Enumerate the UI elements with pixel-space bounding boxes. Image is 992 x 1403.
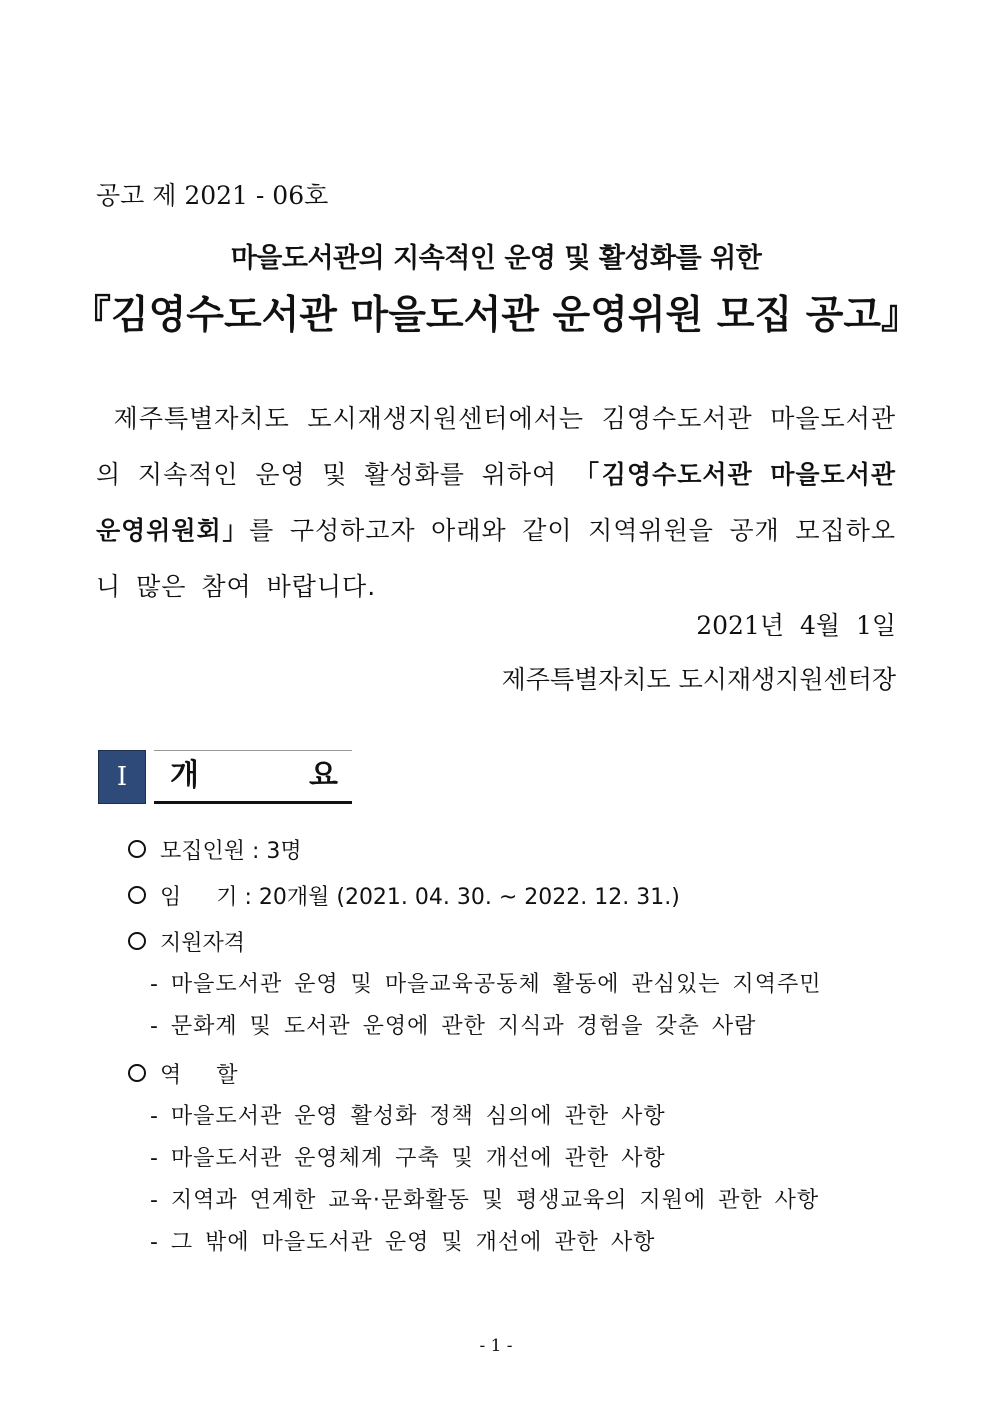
circle-bullet-icon [128, 886, 146, 904]
role-text: 역 할 [160, 1062, 238, 1088]
role-sub-item: - 마을도서관 운영체계 구축 및 개선에 관한 사항 [150, 1146, 666, 1171]
body-part-2: 를 구성하고자 아래와 같이 지역위원을 공개 모집하오니 많은 참여 바랍니다. [96, 516, 896, 601]
list-item-term [128, 872, 918, 918]
role-sub-item: - 지역과 연계한 교육·문화활동 및 평생교육의 지원에 관한 사항 [150, 1188, 820, 1213]
body-part-1: 제주특별자치도 도시재생지원센터에서는 김영수도서관 마을도서관의 지속적인 운영 및 활성화를 위하여 [96, 404, 896, 489]
section-header [98, 750, 358, 804]
qualification-text: 지원자격 [160, 930, 246, 956]
qualification-sub-item: - 문화계 및 도서관 운영에 관한 지식과 경험을 갖춘 사람 [150, 1014, 757, 1039]
qualification-sub-item: - 마을도서관 운영 및 마을교육공동체 활동에 관심있는 지역주민 [150, 972, 822, 997]
circle-bullet-icon [128, 932, 146, 950]
document-subtitle: 마을도서관의 지속적인 운영 및 활성화를 위한 [230, 243, 762, 274]
list-item-qualification [128, 918, 918, 964]
notice-number: 공고 제 2021 - 06호 [96, 181, 329, 210]
role-sub-item: - 그 밖에 마을도서관 운영 및 개선에 관한 사항 [150, 1230, 656, 1255]
circle-bullet-icon [128, 1064, 146, 1082]
list-item-recruit [128, 826, 918, 872]
announcement-date: 2021년 4월 1일 [696, 611, 896, 640]
section-number: Ⅰ [98, 750, 146, 804]
page-number: - 1 - [479, 1336, 513, 1356]
issuing-organization: 제주특별자치도 도시재생지원센터장 [501, 665, 896, 694]
announcement-body [96, 391, 896, 615]
recruit-text: 모집인원 : 3명 [160, 838, 302, 864]
overview-list [128, 826, 918, 1264]
term-text: 임 기 : 20개월 (2021. 04. 30. ~ 2022. 12. 31.) [160, 884, 680, 910]
circle-bullet-icon [128, 840, 146, 858]
document-title: 『김영수도서관 마을도서관 운영위원 모집 공고』 [71, 293, 921, 338]
section-title-right: 요 [309, 758, 338, 793]
section-title-left: 개 [170, 758, 199, 793]
role-sub-item: - 마을도서관 운영 활성화 정책 심의에 관한 사항 [150, 1104, 666, 1129]
list-item-role [128, 1050, 918, 1096]
section-title [154, 750, 352, 804]
committee-name: 「김영수도서관 마을도서관 운영위원회」 [96, 460, 896, 545]
